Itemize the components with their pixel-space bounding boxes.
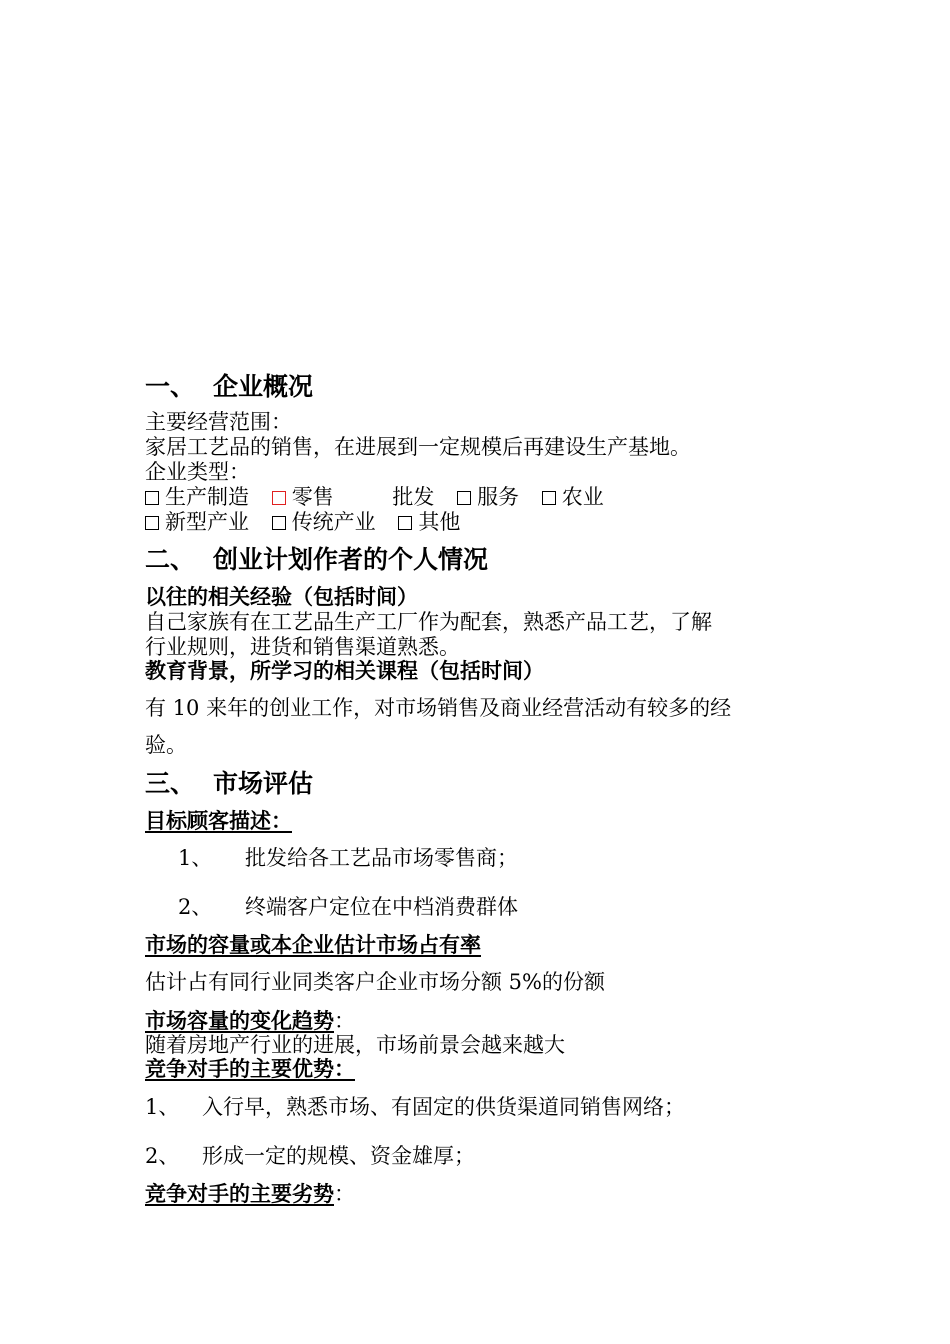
section-heading-overview [145,374,313,399]
education-text-line1: 有 10 来年的创业工作，对市场销售及商业经营活动有较多的经 [145,696,732,720]
list-item [145,1146,475,1167]
experience-text-line1: 自己家族有在工艺品生产工厂作为配套，熟悉产品工艺，了解 [145,610,712,634]
list-item-text: 批发给各工艺品市场零售商； [245,846,518,870]
education-text-line2: 验。 [145,733,187,757]
heading-number: 二、 [145,545,196,574]
list-item [178,897,518,918]
target-customer-label: 目标顾客描述： [145,809,292,833]
market-capacity-text: 估计占有同行业同类客户企业市场分额 5%的份额 [145,970,605,994]
list-item [178,848,518,869]
type-option-wholesale: 批发 [392,485,435,509]
list-item-number: 1、 [178,846,213,870]
list-item-text: 形成一定的规模、资金雄厚； [202,1144,475,1168]
market-capacity-label: 市场的容量或本企业估计市场占有率 [145,933,481,957]
list-item-number: 1、 [145,1095,180,1119]
heading-text: 市场评估 [213,769,314,798]
business-type-options-row1 [145,487,620,508]
experience-label: 以往的相关经验（包括时间） [145,585,418,609]
competitor-weaknesses-heading: 竞争对手的主要劣势： [145,1182,355,1206]
capacity-trend-heading: 市场容量的变化趋势： [145,1009,355,1033]
type-option-retail[interactable]: 零售 [272,487,334,508]
list-item-text: 终端客户定位在中档消费群体 [245,895,518,919]
competitor-advantages-label: 竞争对手的主要优势： [145,1057,355,1081]
heading-text: 创业计划作者的个人情况 [213,545,489,574]
type-option-other[interactable]: 其他 [398,512,460,533]
checkbox-icon[interactable] [272,516,286,530]
business-scope-text: 家居工艺品的销售，在进展到一定规模后再建设生产基地。 [145,435,691,459]
checkbox-icon[interactable] [272,491,286,505]
list-item-number: 2、 [145,1144,180,1168]
business-type-label: 企业类型： [145,460,250,484]
checkbox-icon[interactable] [542,491,556,505]
type-option-manufacturing[interactable]: 生产制造 [145,487,249,508]
list-item [145,1097,685,1118]
capacity-trend-text: 随着房地产行业的进展，市场前景会越来越大 [145,1033,565,1057]
capacity-trend-label: 市场容量的变化趋势 [145,1009,334,1033]
heading-text: 企业概况 [213,372,314,401]
heading-number: 三、 [145,769,196,798]
section-heading-author [145,547,488,572]
competitor-weaknesses-label: 竞争对手的主要劣势 [145,1182,334,1206]
experience-text-line2: 行业规则，进货和销售渠道熟悉。 [145,635,460,659]
type-option-new-industry[interactable]: 新型产业 [145,512,249,533]
education-label: 教育背景，所学习的相关课程（包括时间） [145,659,544,683]
type-option-agriculture[interactable]: 农业 [542,487,604,508]
checkbox-icon[interactable] [398,516,412,530]
type-option-traditional-industry[interactable]: 传统产业 [272,512,376,533]
type-option-service[interactable]: 服务 [457,487,519,508]
list-item-number: 2、 [178,895,213,919]
section-heading-market [145,771,313,796]
checkbox-icon[interactable] [145,516,159,530]
checkbox-icon[interactable] [145,491,159,505]
heading-number: 一、 [145,372,196,401]
business-type-options-row2 [145,512,476,533]
list-item-text: 入行早，熟悉市场、有固定的供货渠道同销售网络； [202,1095,685,1119]
checkbox-icon[interactable] [457,491,471,505]
business-scope-label: 主要经营范围： [145,410,292,434]
